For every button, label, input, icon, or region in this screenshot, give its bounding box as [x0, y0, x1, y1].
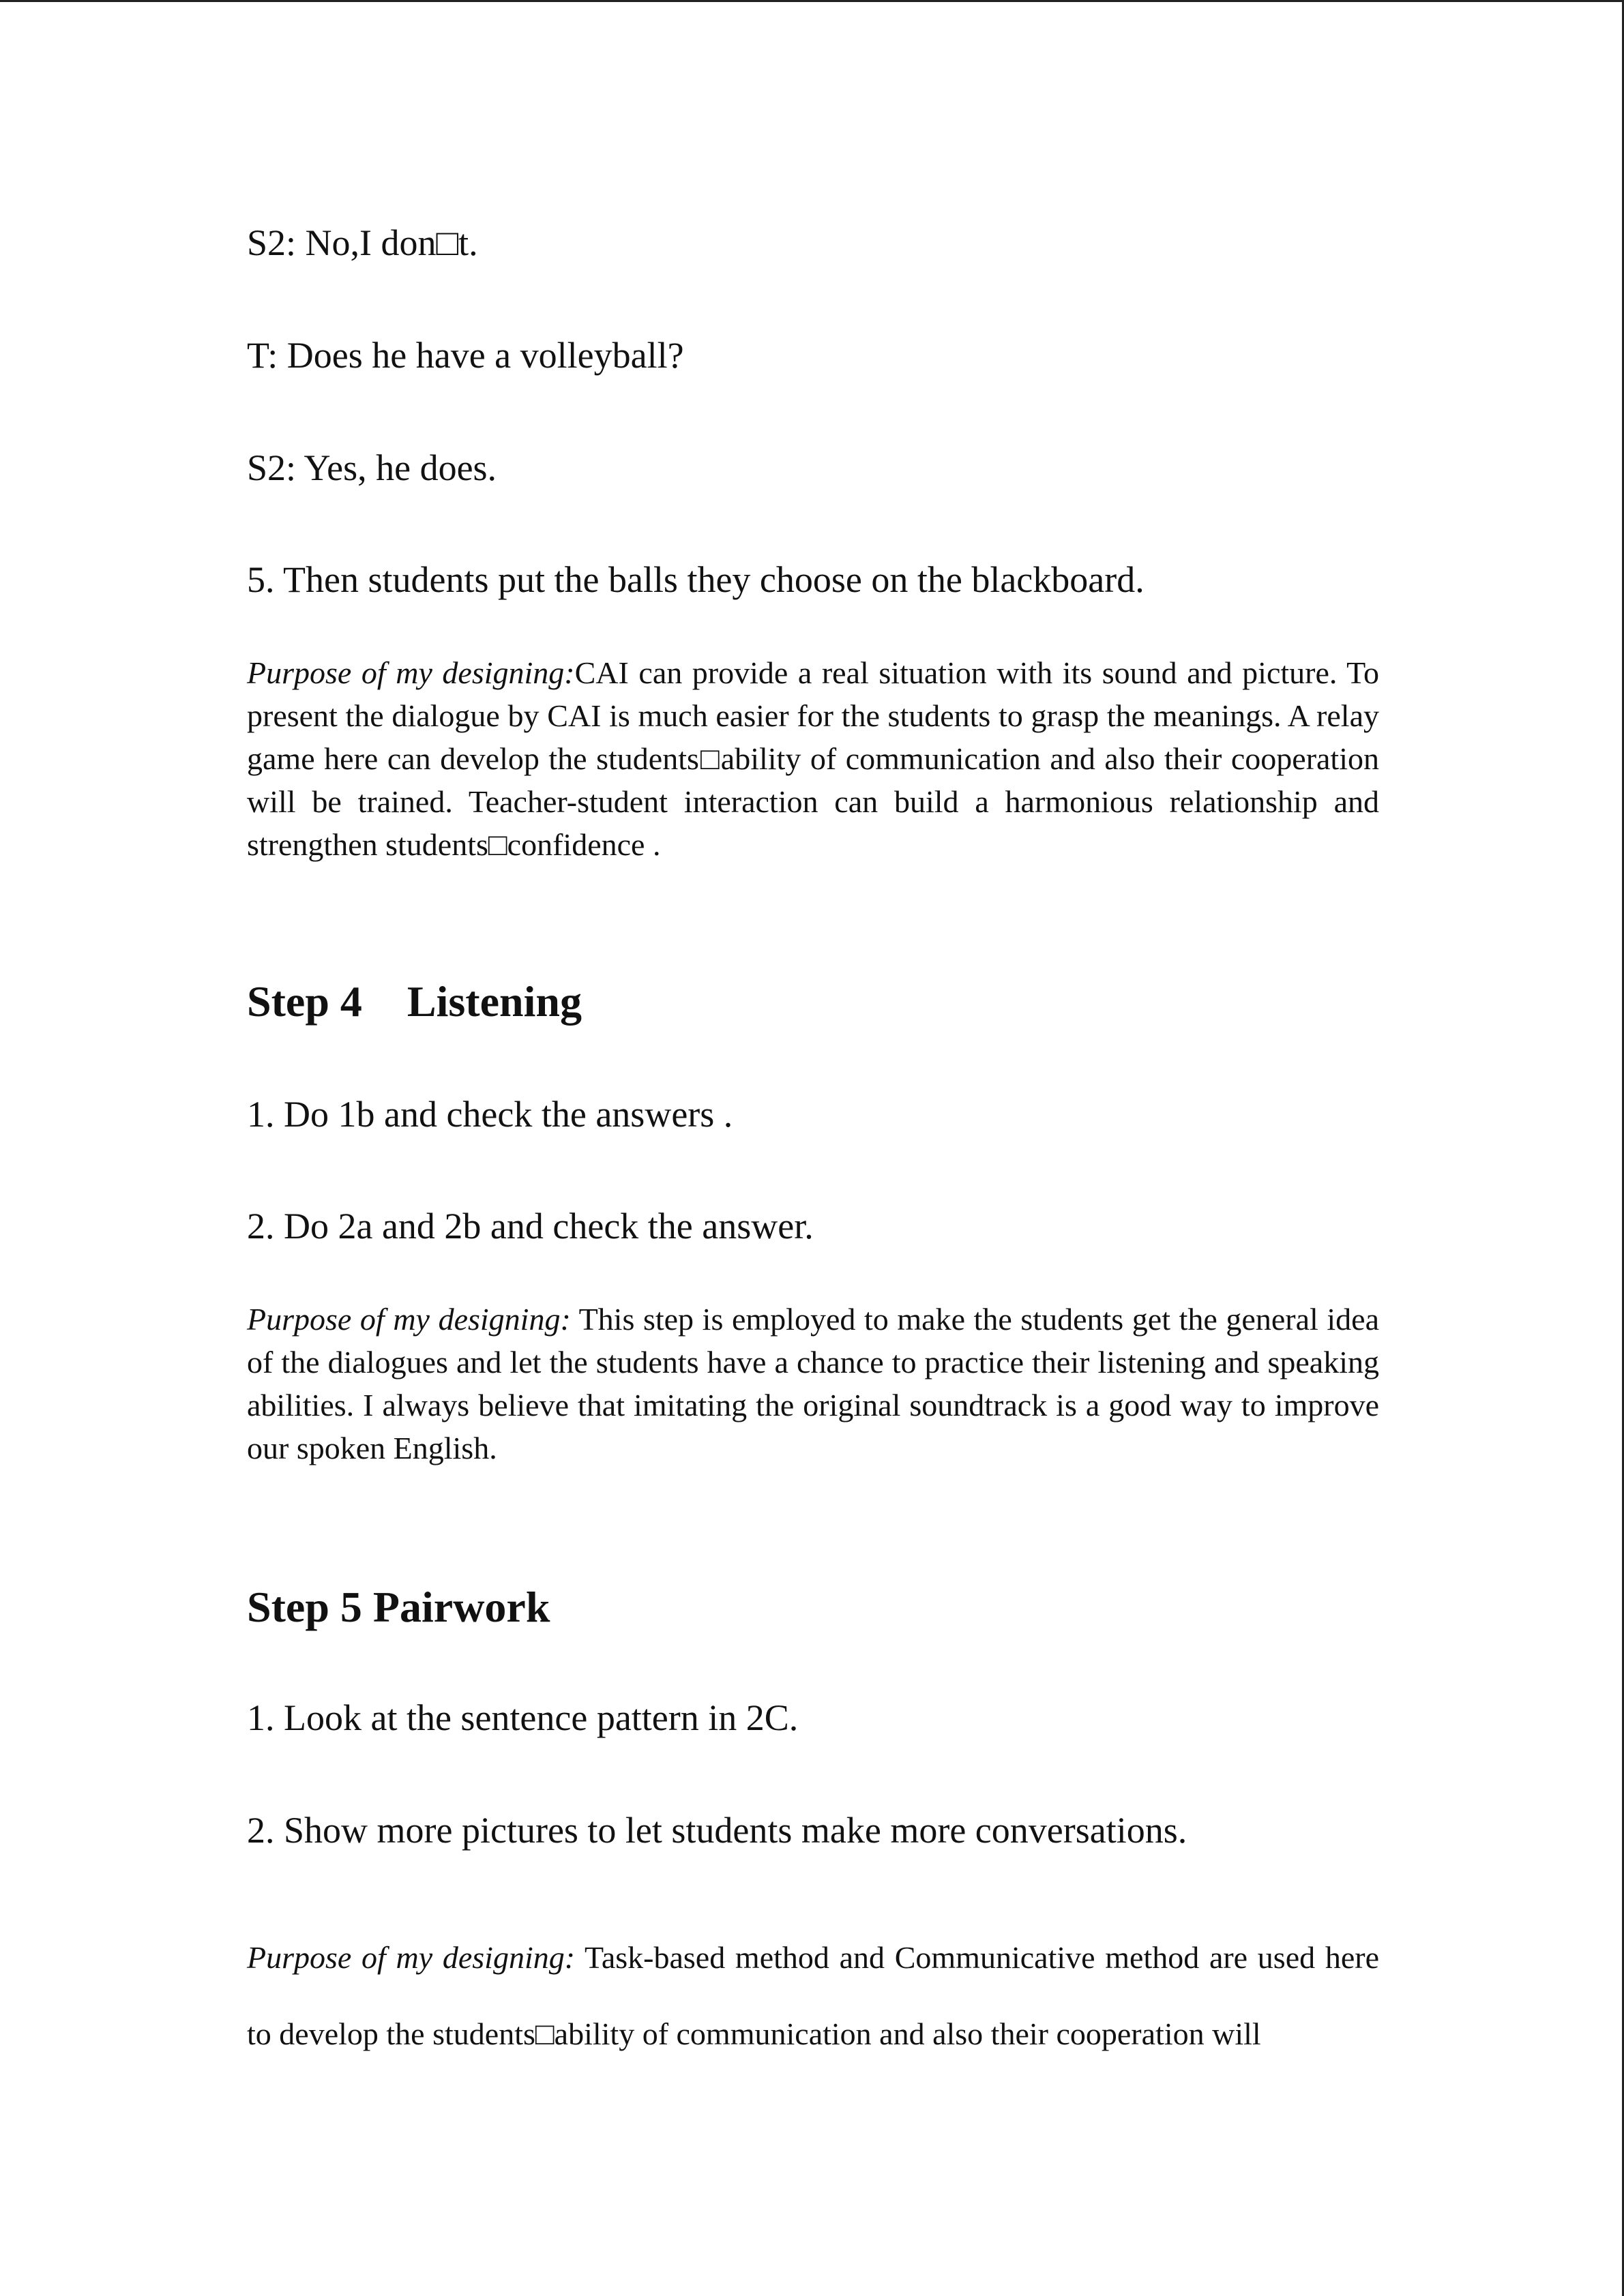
step-4-title: Listening: [407, 977, 582, 1026]
step-5-heading: Step 5 Pairwork: [247, 1583, 550, 1631]
dialogue-line: S2: No,I don□t.: [247, 222, 478, 263]
purpose-label: Purpose of my designing:: [247, 1302, 571, 1337]
purpose-text: CAI can provide a real situation with its sound and picture. To present the dialogue by CAI is much easier for the students to grasp the meanings. A relay game here can develop the students□ability of communication and also their cooperation will be trained. Teacher-student interaction can build a harmonious relationship and strengthen students□confidence .: [247, 655, 1379, 862]
step-4-item: 2. Do 2a and 2b and check the answer.: [247, 1206, 814, 1247]
purpose-paragraph: [247, 1298, 1379, 1470]
purpose-label: Purpose of my designing:: [247, 1940, 576, 1975]
step-4-item: 1. Do 1b and check the answers .: [247, 1094, 733, 1135]
purpose-text: Task-based method and Communicative method are used here to develop the students□ability of communication and also their cooperation will: [247, 1940, 1379, 2051]
dialogue-line: 5. Then students put the balls they choose on the blackboard.: [247, 559, 1145, 600]
purpose-paragraph: [247, 1920, 1379, 2072]
purpose-text: This step is employed to make the students get the general idea of the dialogues and let the students have a chance to practice their listening and speaking abilities. I always believe that imitating the original soundtrack is a good way to improve our spoken English.: [247, 1302, 1379, 1465]
step-4-number: Step 4: [247, 977, 362, 1026]
step-5-item: 2. Show more pictures to let students make more conversations.: [247, 1810, 1187, 1851]
step-4-heading: [247, 974, 582, 1029]
dialogue-line: S2: Yes, he does.: [247, 447, 497, 488]
dialogue-line: T: Does he have a volleyball?: [247, 335, 684, 376]
purpose-label: Purpose of my designing:: [247, 655, 575, 690]
purpose-paragraph: [247, 651, 1379, 866]
step-5-item: 1. Look at the sentence pattern in 2C.: [247, 1697, 799, 1738]
